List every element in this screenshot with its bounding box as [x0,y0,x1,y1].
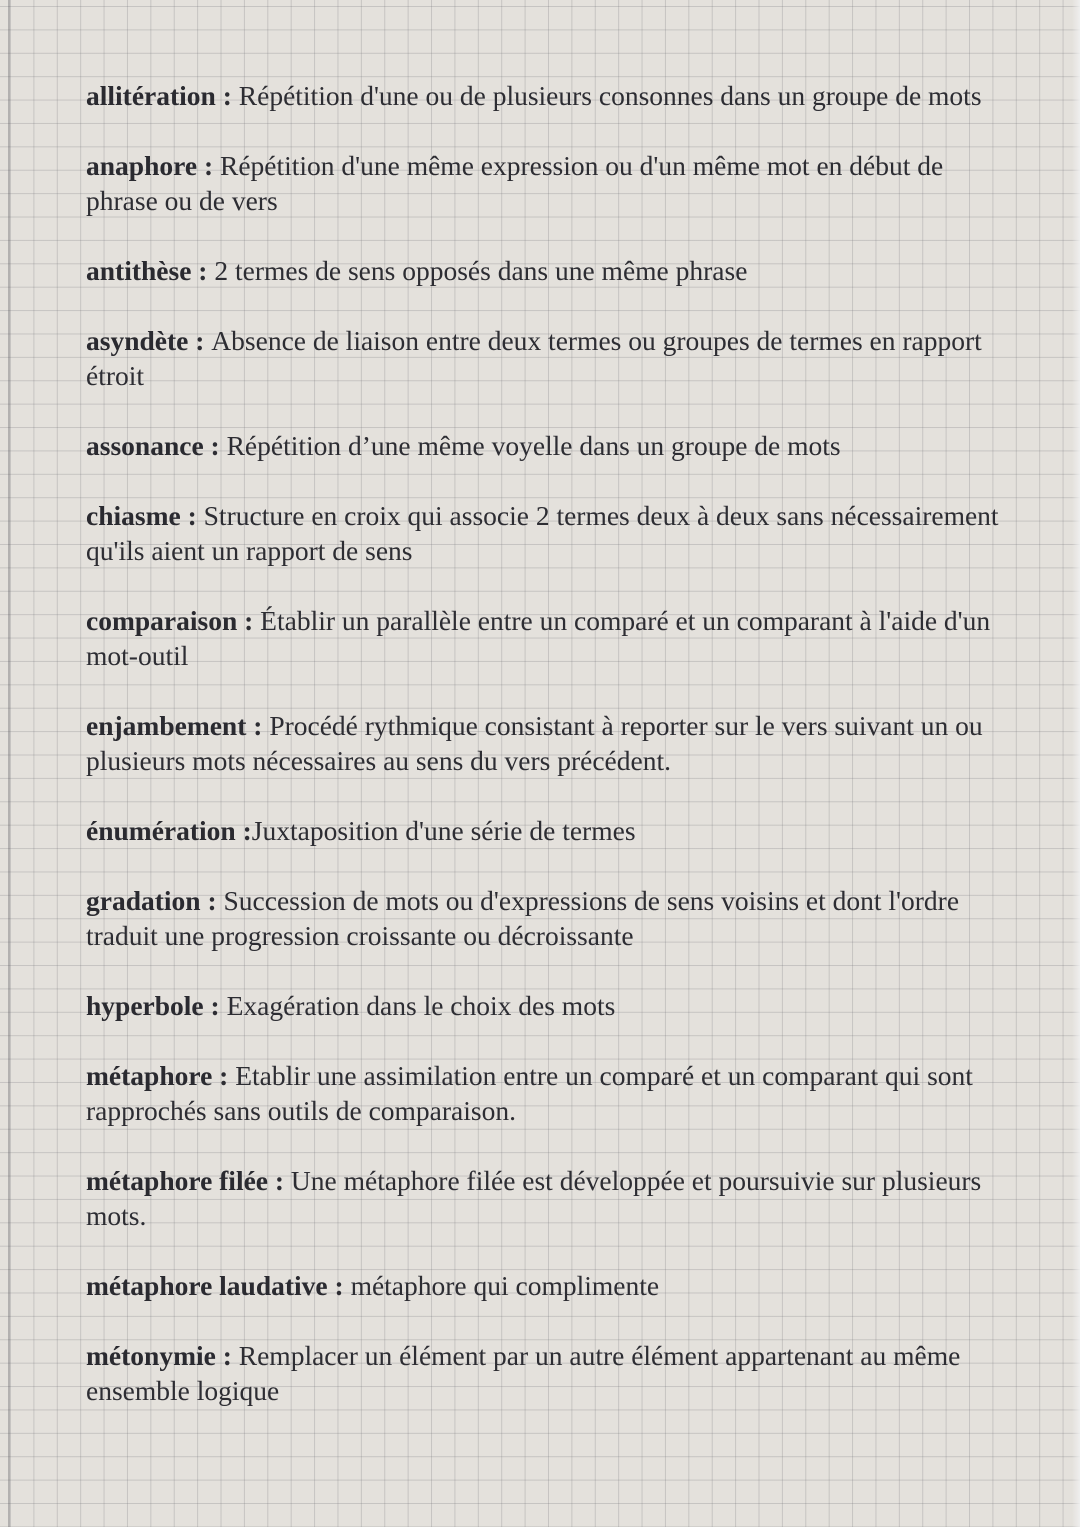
entry-term: enjambement [86,710,247,741]
entry-separator: : [327,1270,351,1301]
entry-separator: : [215,1340,239,1371]
entry-term: anaphore [86,150,198,181]
entry-term: antithèse [86,255,192,286]
glossary-entry [86,323,1016,393]
entry-definition: Remplacer un élément par un autre élément appartenant au même ensemble logique [86,1340,961,1406]
glossary-entry [86,78,1016,113]
glossary-entry [86,253,1016,288]
glossary-entry [86,498,1016,568]
glossary-entry [86,813,1016,848]
glossary-entry [86,1268,1016,1303]
glossary-entry [86,1338,1016,1408]
glossary-entry [86,988,1016,1023]
entry-term: hyperbole [86,990,204,1021]
entry-term: métaphore [86,1060,213,1091]
entry-separator: : [188,325,212,356]
entry-separator: : [246,710,270,741]
paper-edge [1072,0,1080,1527]
entry-separator: : [268,1165,291,1196]
entry-term: énumération [86,815,236,846]
entry-definition: Exagération dans le choix des mots [226,990,616,1021]
entry-definition: Répétition d'une même expression ou d'un même mot en début de phrase ou de vers [86,150,944,216]
glossary-entry [86,1163,1016,1233]
entry-term: allitération [86,80,216,111]
entry-separator: : [235,815,252,846]
entry-definition: Une métaphore filée est développée et poursuivie sur plusieurs mots. [86,1165,982,1231]
glossary-entry [86,428,1016,463]
entry-term: asyndète [86,325,189,356]
entry-separator: : [197,150,220,181]
entry-definition: Établir un parallèle entre un comparé et un comparant à l'aide d'un mot-outil [86,605,991,671]
glossary-entry [86,148,1016,218]
entry-definition: Répétition d’une même voyelle dans un groupe de mots [226,430,841,461]
entry-separator: : [203,990,227,1021]
glossary-list [86,78,1016,1443]
glossary-entry [86,603,1016,673]
entry-term: assonance [86,430,204,461]
entry-term: chiasme [86,500,181,531]
entry-separator: : [200,885,224,916]
entry-separator: : [180,500,204,531]
entry-definition: 2 termes de sens opposés dans une même phrase [214,255,748,286]
entry-definition: Succession de mots ou d'expressions de sens voisins et dont l'ordre traduit une progression croissante ou décroissante [86,885,960,951]
entry-definition: Juxtaposition d'une série de termes [251,815,636,846]
entry-separator: : [237,605,261,636]
entry-definition: Etablir une assimilation entre un comparé et un comparant qui sont rapprochés sans outils de comparaison. [86,1060,973,1126]
entry-separator: : [203,430,227,461]
glossary-entry [86,1058,1016,1128]
entry-term: comparaison [86,605,238,636]
entry-term: gradation [86,885,201,916]
entry-term: métonymie [86,1340,216,1371]
margin-line [8,0,10,1527]
entry-separator: : [215,80,239,111]
glossary-entry [86,883,1016,953]
entry-definition: Absence de liaison entre deux termes ou groupes de termes en rapport étroit [86,325,982,391]
entry-separator: : [212,1060,236,1091]
entry-definition: Structure en croix qui associe 2 termes deux à deux sans nécessairement qu'ils aient un rapport de sens [86,500,999,566]
entry-separator: : [191,255,215,286]
entry-definition: métaphore qui complimente [350,1270,660,1301]
entry-term: métaphore filée [86,1165,268,1196]
entry-definition: Répétition d'une ou de plusieurs consonnes dans un groupe de mots [238,80,982,111]
glossary-entry [86,708,1016,778]
entry-term: métaphore laudative [86,1270,328,1301]
entry-definition: Procédé rythmique consistant à reporter sur le vers suivant un ou plusieurs mots nécessaires au sens du vers précédent. [86,710,983,776]
